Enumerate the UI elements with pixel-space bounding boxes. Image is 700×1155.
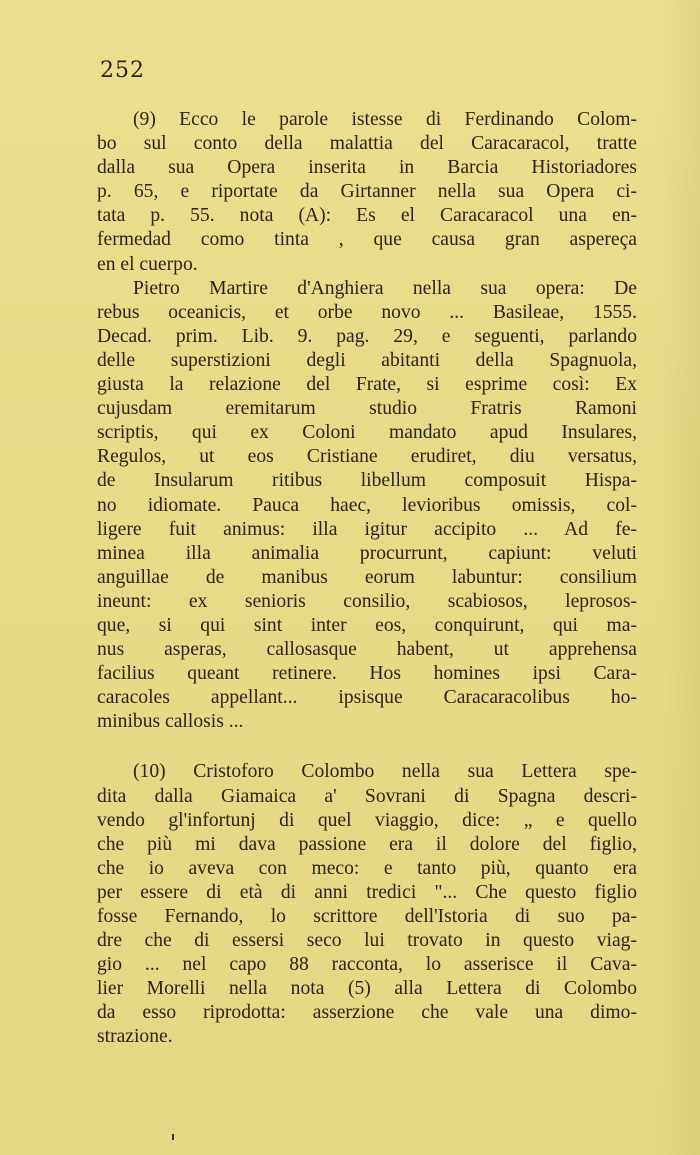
text-line: en el cuerpo. (97, 253, 198, 275)
text-line: delle superstizioni degli abitanti della Spagnuola, (97, 349, 637, 371)
text-line: ineunt: ex senioris consilio, scabiosos, leprosos- (97, 590, 637, 612)
text-line: gio ... nel capo 88 racconta, lo asserisce il Cava- (97, 954, 637, 976)
text-line: dre che di essersi seco lui trovato in questo viag- (97, 930, 637, 952)
text-line: cujusdam eremitarum studio Fratris Ramoni (97, 398, 637, 420)
text-line: minea illa animalia procurrunt, capiunt: veluti (97, 542, 637, 564)
text-line: Regulos, ut eos Cristiane erudiret, diu versatus, (97, 446, 637, 468)
text-line: fosse Fernando, lo scrittore dell'Istoria di suo pa- (97, 906, 637, 927)
paragraph-note-10 (97, 760, 637, 1049)
text-line: per essere di età di anni tredici "... Che questo figlio (97, 881, 637, 903)
text-line: anguillae de manibus eorum labuntur: consilium (97, 566, 637, 588)
text-line: da esso riprodotta: asserzione che vale una dimo- (97, 1002, 637, 1024)
text-line: facilius queant retinere. Hos homines ipsi Cara- (97, 663, 637, 685)
text-line: fermedad como tinta , que causa gran aspereça (97, 229, 637, 251)
text-line: lier Morelli nella nota (5) alla Lettera di Colombo (97, 978, 637, 1000)
text-line: Decad. prim. Lib. 9. pag. 29, e seguenti, parlando (97, 325, 637, 347)
paragraph-note-9 (97, 108, 637, 277)
text-line: que, si qui sint inter eos, conquirunt, qui ma- (97, 614, 637, 636)
text-line: p. 65, e riportate da Girtanner nella sua Opera ci- (97, 181, 637, 203)
paragraph-spacer (97, 734, 637, 760)
text-line: che più mi dava passione era il dolore del figlio, (97, 833, 637, 855)
page-body (97, 108, 637, 1050)
text-line: no idiomate. Pauca haec, levioribus omissis, col- (97, 494, 637, 516)
text-line: ligere fuit animus: illa igitur accipito ... Ad fe- (97, 518, 637, 540)
text-line: minibus callosis ... (97, 711, 244, 733)
text-line: dalla sua Opera inserita in Barcia Historiadores (97, 157, 637, 179)
text-line: vendo gl'infortunj di quel viaggio, dice: „ e quello (97, 809, 637, 831)
text-line: nus asperas, callosasque habent, ut apprehensa (97, 639, 637, 661)
text-line: (10) Cristoforo Colombo nella sua Lettera spe- (133, 761, 637, 783)
text-line: strazione. (97, 1026, 173, 1048)
text-line: dita dalla Giamaica a' Sovrani di Spagna descri- (97, 785, 637, 807)
page-edge-shading (660, 0, 700, 1155)
paragraph-pietro-martire (97, 277, 637, 735)
text-line: giusta la relazione del Frate, si esprime così: Ex (97, 374, 637, 396)
text-line: bo sul conto della malattia del Caracaracol, tratte (97, 133, 637, 155)
text-line: (9) Ecco le parole istesse di Ferdinando Colom- (133, 109, 637, 130)
page-number: 252 (100, 58, 145, 83)
text-line: scriptis, qui ex Coloni mandato apud Insulares, (97, 422, 637, 444)
text-line: de Insularum ritibus libellum composuit Hispa- (97, 470, 637, 492)
text-line: Pietro Martire d'Anghiera nella sua opera: De (133, 277, 637, 299)
printer-mark (172, 1134, 174, 1140)
text-line: rebus oceanicis, et orbe novo ... Basileae, 1555. (97, 301, 637, 323)
text-line: caracoles appellant... ipsisque Caracaracolibus ho- (97, 687, 637, 709)
text-line: tata p. 55. nota (A): Es el Caracaracol una en- (97, 205, 637, 227)
text-line: che io aveva con meco: e tanto più, quanto era (97, 857, 637, 879)
